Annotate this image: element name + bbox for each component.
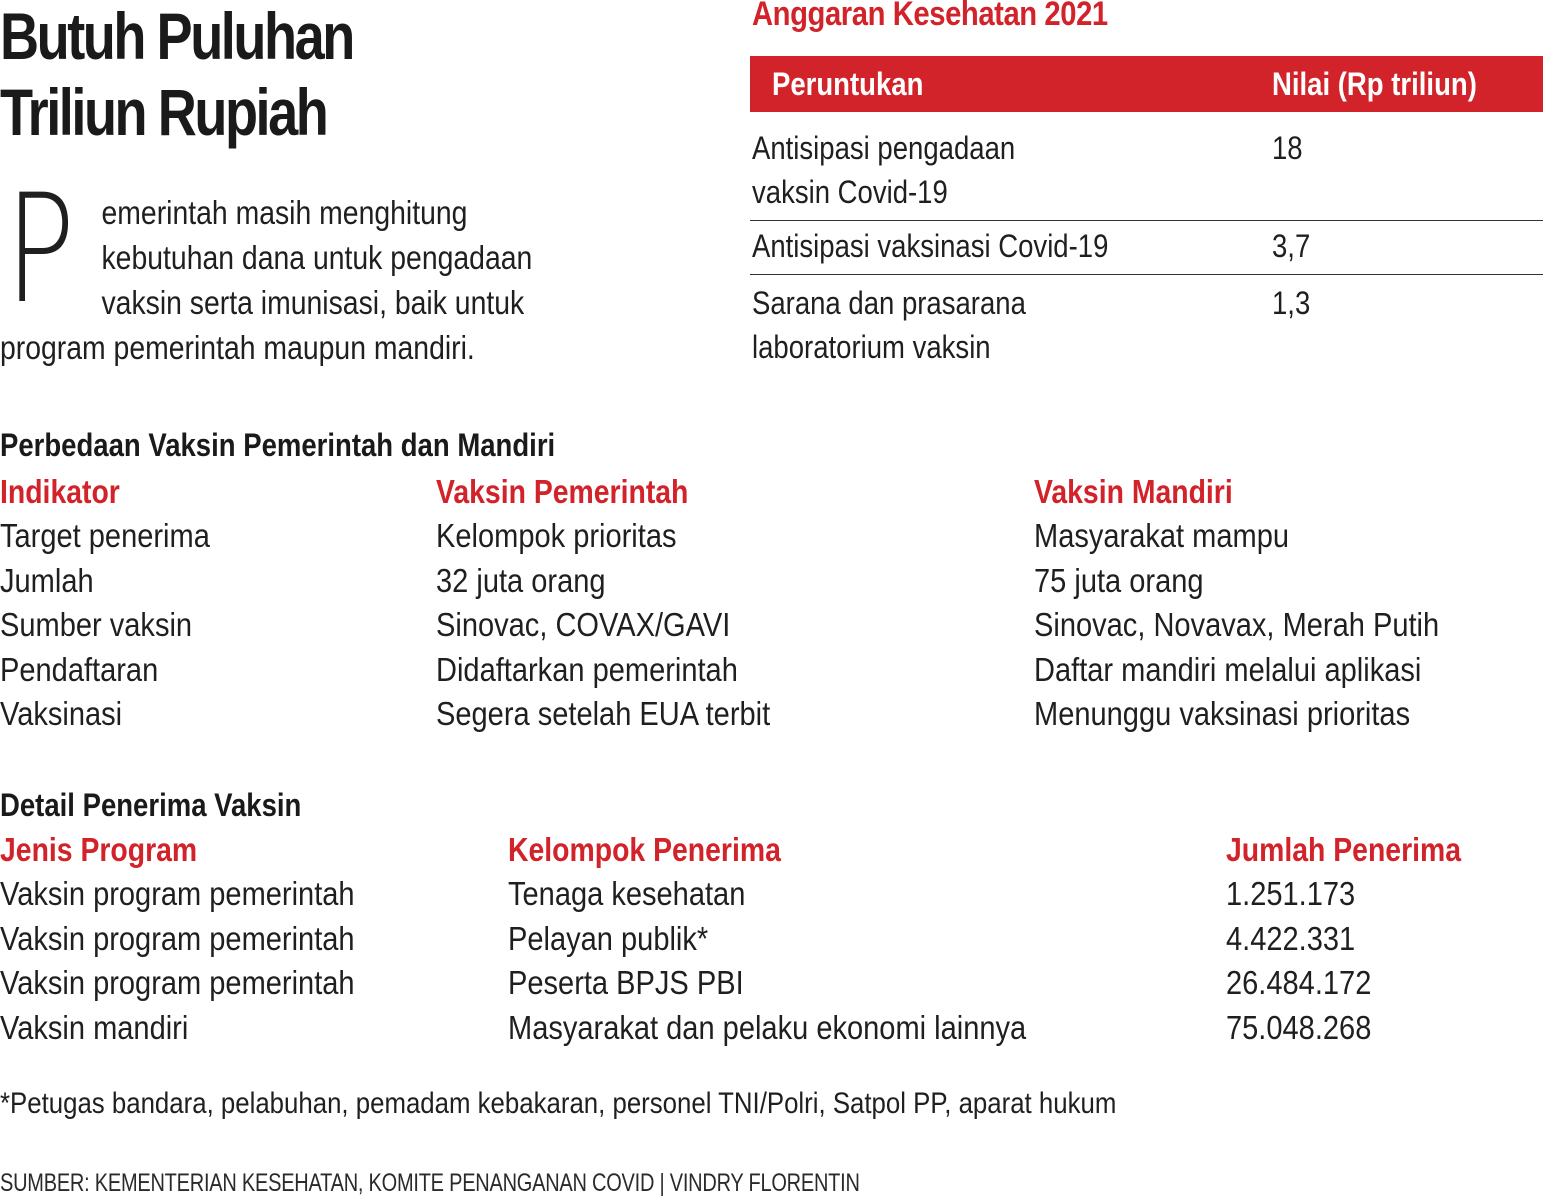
column-kelompok-penerima: [508, 872, 1097, 1050]
cell: Kelompok prioritas: [436, 517, 677, 554]
cell: Peserta BPJS PBI: [508, 964, 744, 1002]
cell: Sinovac, COVAX/GAVI: [436, 606, 731, 644]
row-value: 18: [1272, 130, 1303, 166]
budget-table-title: Anggaran Kesehatan 2021: [752, 0, 1108, 33]
budget-table-header: [750, 56, 1543, 112]
cell: Vaksin program pemerintah: [0, 964, 355, 1002]
footnote: *Petugas bandara, pelabuhan, pemadam kebakaran, personel TNI/Polri, Satpol PP, aparat hukum: [0, 1087, 1117, 1120]
headline: [0, 0, 353, 150]
budget-table: [750, 56, 1543, 375]
cell: Vaksin program pemerintah: [0, 919, 355, 957]
lede-line: program pemerintah maupun mandiri.: [0, 329, 475, 366]
header-jumlah-penerima: Jumlah Penerima: [1226, 831, 1462, 868]
cell: 1.251.173: [1226, 875, 1356, 912]
cell: 4.422.331: [1226, 919, 1356, 957]
cell: Vaksin program pemerintah: [0, 875, 355, 912]
source-credit: SUMBER: KEMENTERIAN KESEHATAN, KOMITE PENANGANAN COVID | VINDRY FLORENTIN: [0, 1169, 860, 1197]
row-value: 1,3: [1272, 285, 1311, 321]
table-row: [750, 275, 1543, 375]
headline-line-2: Triliun Rupiah: [0, 75, 327, 149]
lede-line: kebutuhan dana untuk pengadaan: [101, 239, 533, 276]
comparison-title: Perbedaan Vaksin Pemerintah dan Mandiri: [0, 427, 556, 463]
lede-line: emerintah masih menghitung: [101, 194, 468, 231]
lede-paragraph: [0, 163, 619, 370]
cell: Vaksinasi: [0, 695, 123, 733]
cell: Pendaftaran: [0, 650, 159, 688]
column-vaksin-pemerintah: [436, 514, 816, 737]
column-jumlah-penerima: [1226, 872, 1391, 1050]
cell: Target penerima: [0, 517, 210, 554]
header-indikator: Indikator: [0, 473, 120, 510]
cell: Masyarakat mampu: [1034, 517, 1289, 554]
row-label: Antisipasi pengadaan vaksin Covid-19: [752, 130, 1016, 210]
header-peruntukan: Peruntukan: [772, 66, 924, 102]
cell: Sinovac, Novavax, Merah Putih: [1034, 606, 1440, 644]
cell: Menunggu vaksinasi prioritas: [1034, 695, 1411, 733]
cell: Sumber vaksin: [0, 606, 193, 644]
table-row: [750, 112, 1543, 221]
row-label: Antisipasi vaksinasi Covid-19: [752, 228, 1109, 264]
header-vaksin-pemerintah: Vaksin Pemerintah: [436, 473, 689, 510]
recipients-title: Detail Penerima Vaksin: [0, 787, 302, 823]
column-indikator: [0, 514, 238, 737]
headline-line-1: Butuh Puluhan: [0, 0, 353, 73]
cell: Tenaga kesehatan: [508, 875, 746, 912]
cell: 32 juta orang: [436, 561, 606, 599]
header-jenis-program: Jenis Program: [0, 831, 198, 868]
cell: Didaftarkan pemerintah: [436, 650, 738, 688]
lede-line: vaksin serta imunisasi, baik untuk: [101, 284, 525, 321]
cell: 75 juta orang: [1034, 561, 1204, 599]
cell: Vaksin mandiri: [0, 1008, 189, 1046]
cell: Segera setelah EUA terbit: [436, 695, 771, 733]
cell: Daftar mandiri melalui aplikasi: [1034, 650, 1422, 688]
row-value: 3,7: [1272, 228, 1311, 264]
header-vaksin-mandiri: Vaksin Mandiri: [1034, 473, 1233, 510]
column-jenis-program: [0, 872, 403, 1050]
drop-cap: P: [5, 163, 76, 337]
cell: 75.048.268: [1226, 1008, 1372, 1046]
table-row: [750, 221, 1543, 275]
column-vaksin-mandiri: [1034, 514, 1494, 737]
cell: 26.484.172: [1226, 964, 1372, 1002]
row-label: Sarana dan prasarana laboratorium vaksin: [752, 285, 1026, 365]
header-nilai: Nilai (Rp triliun): [1272, 66, 1477, 102]
header-kelompok-penerima: Kelompok Penerima: [508, 831, 781, 868]
cell: Jumlah: [0, 561, 94, 599]
cell: Pelayan publik*: [508, 919, 709, 957]
cell: Masyarakat dan pelaku ekonomi lainnya: [508, 1008, 1027, 1046]
